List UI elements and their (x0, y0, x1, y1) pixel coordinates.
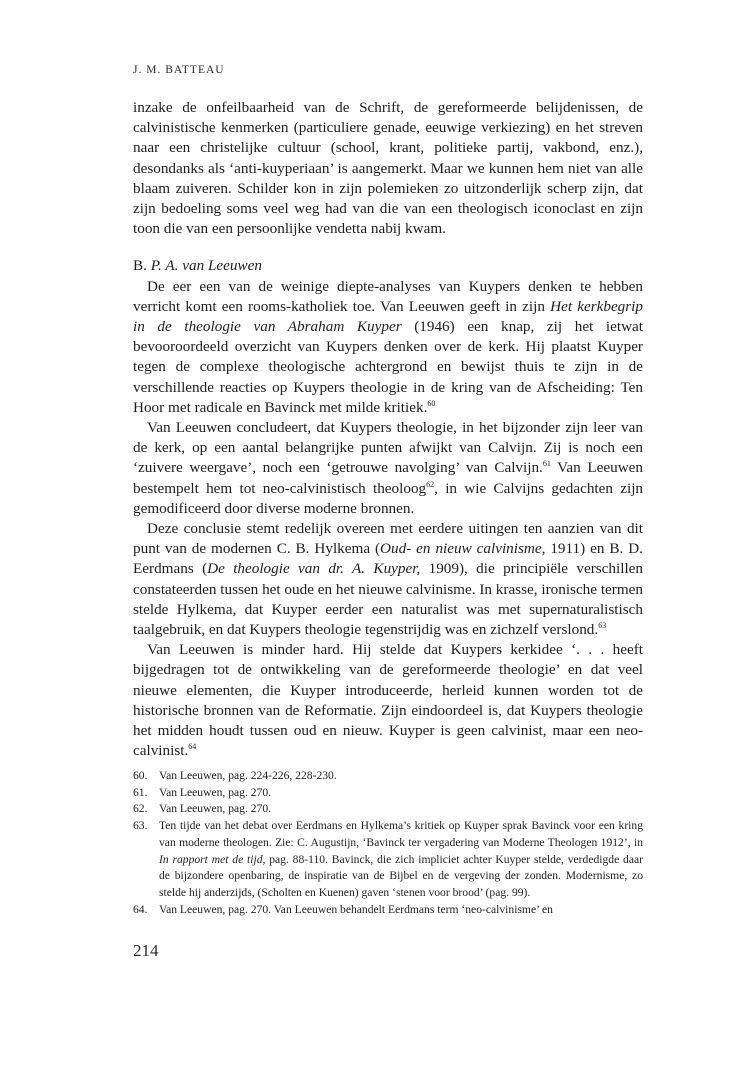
paragraph-5 (133, 640, 643, 761)
footnote-ref: 63 (598, 621, 607, 631)
page-number: 214 (133, 941, 159, 960)
section-heading-prefix: B. (133, 257, 147, 275)
text-run: 1911) en B. D. Eerdmans ( (133, 540, 643, 578)
book-title: In rapport met de tijd, (159, 852, 266, 866)
book-title: Het kerkbegrip in de theologie van Abraham Kuyper (133, 297, 643, 336)
footnote-number: 60. (133, 769, 148, 782)
paragraph-4 (133, 519, 643, 640)
footnote (133, 818, 643, 902)
footnotes (133, 768, 643, 918)
footnote-text: Van Leeuwen, pag. 270. (159, 785, 272, 799)
text-run: (1946) een knap, zij het ietwat bevooroordeeld overzicht van Kuypers denken over de kerk. Hij plaatst Kuyper tegen de complexe theologische achtergrond en bewijst thuis te zijn in de verschillende reacties op Kuypers theologie in de kring van de Afscheiding: Ten Hoor met radicale en Bavinck met milde kritiek. (133, 318, 643, 416)
footnote-text: Van Leeuwen, pag. 270. Van Leeuwen behandelt Eerdmans term ‘neo-calvinisme’ en (159, 902, 553, 916)
footnote (133, 801, 643, 818)
footnote (133, 902, 643, 919)
footnote-text (159, 818, 643, 902)
footnote-text: Van Leeuwen, pag. 270. (159, 802, 272, 816)
text-run: Van Leeuwen is minder hard. Hij stelde dat Kuypers kerkidee ‘. . . heeft bijgedragen tot de ontwikkeling van de gereformeerde theologie’ en dat veel nieuwe elementen, die Kuyper introduceerde, herleid kunnen worden tot de historische bronnen van de Reformatie. Zijn eindoordeel is, dat Kuypers theologie het midden houdt tussen oud en nieuw. Kuyper is geen calvinist, maar een neo-calvinist. (133, 641, 643, 760)
paragraph-3 (133, 418, 643, 519)
body-text (133, 98, 643, 762)
text-run: pag. 88-110. Bavinck, die zich impliciet achter Kuyper stelde, verdedigde daar de bijzondere openbaring, de inspiratie van de Bijbel en de vergeving der zonden. Modernisme, zo stelde hij anderzijds, (Scholten en Kuenen) gaven ‘stenen voor brood’ (pag. 99). (159, 852, 643, 899)
text-run: 1909), die principiële verschillen constateerden tussen het oude en het nieuwe calvinisme. In krasse, ironische termen stelde Hylkema, dat Kuyper eerder een naturalist was met supernaturalistisch taalgebruik, en dat Kuypers theologie tegenstrijdig was en zichzelf verslond. (133, 560, 644, 639)
text-run: Deze conclusie stemt redelijk overeen met eerdere uitingen ten aanzien van dit punt van de modernen C. B. Hylkema ( (133, 520, 643, 558)
text-run: Van Leeuwen bestempelt hem tot neo-calvinistisch theoloog (133, 459, 644, 497)
footnote-ref: 64 (188, 742, 197, 752)
footnote-text: Van Leeuwen, pag. 224-226, 228-230. (159, 769, 337, 782)
running-head: J. M. BATTEAU (133, 64, 225, 76)
text-run: Ten tijde van het debat over Eerdmans en Hylkema’s kritiek op Kuyper sprak Bavinck voor een kring van moderne theologen. Zie: C. Augustijn, ‘Bavinck ter vergadering van Moderne Theologen 1912’, in (159, 819, 643, 849)
footnote-number: 61. (133, 785, 148, 799)
footnote (133, 785, 643, 802)
footnote-ref: 61 (542, 459, 551, 469)
text-run: De eer een van de weinige diepte-analyses van Kuypers denken te hebben verricht komt een rooms-katholiek toe. Van Leeuwen geeft in zijn (133, 277, 643, 315)
book-title: De theologie van dr. A. Kuyper, (207, 560, 421, 578)
paragraph-2 (133, 277, 643, 418)
section-heading (133, 256, 643, 276)
section-heading-name: P. A. van Leeuwen (150, 257, 262, 275)
footnote (133, 768, 643, 785)
footnote-ref: 60 (427, 398, 436, 408)
text-run: , in wie Calvijns gedachten zijn gemodificeerd door diverse moderne bronnen. (133, 479, 644, 517)
paragraph-1: inzake de onfeilbaarheid van de Schrift, de gereformeerde belijdenissen, de calvinistische kenmerken (particuliere genade, eeuwige verkiezing) en het streven naar een christelijke cultuur (school, krant, politieke partij, vakbond, enz.), desondanks als ‘anti-kuyperiaan’ is aangemerkt. Maar we kunnen hem niet van alle blaam zuiveren. Schilder kon in zijn polemieken zo uitzonderlijk scherp zijn, dat zijn bedoeling soms veel weg had van die van een theologisch iconoclast en zijn toon die van een persoonlijke vendetta nabij kwam. (133, 99, 643, 238)
footnote-ref: 62 (426, 479, 435, 489)
book-title: Oud- en nieuw calvinisme, (380, 540, 546, 558)
footnote-number: 63. (133, 819, 148, 833)
text-run: Van Leeuwen concludeert, dat Kuypers theologie, in het bijzonder zijn leer van de kerk, op een aantal belangrijke punten afwijkt van Calvijn. Zij is noch een ‘zuivere weergave’, noch een ‘getrouwe navolging’ van Calvijn. (133, 419, 643, 477)
footnote-number: 62. (133, 802, 148, 816)
footnote-number: 64. (133, 902, 148, 916)
